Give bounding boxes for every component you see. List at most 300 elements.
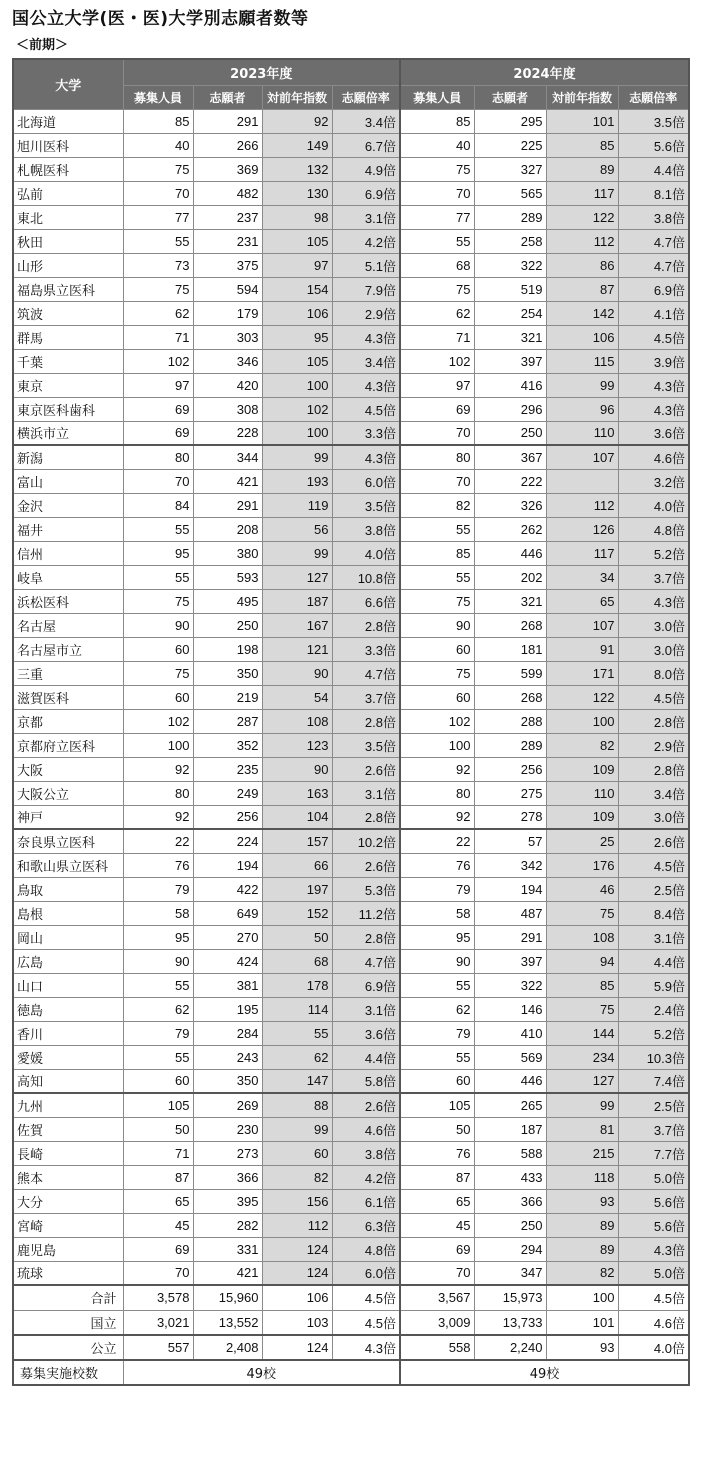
y2024-ratio-cell: 6.9倍 bbox=[618, 277, 689, 301]
y2024-yoy-index-cell: 142 bbox=[546, 301, 618, 325]
university-name: 鳥取 bbox=[13, 877, 123, 901]
university-name: 広島 bbox=[13, 949, 123, 973]
y2024-capacity-cell: 55 bbox=[400, 973, 474, 997]
y2024-yoy-index-cell: 99 bbox=[546, 373, 618, 397]
table-row bbox=[13, 109, 689, 133]
y2023-yoy-index-cell: 99 bbox=[262, 1117, 332, 1141]
y2023-applicants-cell: 291 bbox=[193, 109, 262, 133]
y2023-yoy-index-cell: 167 bbox=[262, 613, 332, 637]
y2024-ratio-cell: 4.4倍 bbox=[618, 949, 689, 973]
y2023-capacity-cell: 60 bbox=[123, 637, 193, 661]
y2023-capacity-cell: 70 bbox=[123, 469, 193, 493]
y2024-applicants-cell: 446 bbox=[474, 541, 546, 565]
y2024-ratio-cell: 7.7倍 bbox=[618, 1141, 689, 1165]
table-row bbox=[13, 733, 689, 757]
y2023-capacity-cell: 105 bbox=[123, 1093, 193, 1117]
y2023-capacity-cell: 87 bbox=[123, 1165, 193, 1189]
university-name: 愛媛 bbox=[13, 1045, 123, 1069]
university-name: 京都府立医科 bbox=[13, 733, 123, 757]
y2024-capacity-cell: 90 bbox=[400, 613, 474, 637]
y2023-capacity-cell: 62 bbox=[123, 997, 193, 1021]
y2024-applicants-cell: 446 bbox=[474, 1069, 546, 1093]
university-name: 奈良県立医科 bbox=[13, 829, 123, 853]
university-name: 滋賀医科 bbox=[13, 685, 123, 709]
y2024-yoy-index-cell: 25 bbox=[546, 829, 618, 853]
y2023-yoy-index-cell: 104 bbox=[262, 805, 332, 829]
y2024-ratio-cell: 2.6倍 bbox=[618, 829, 689, 853]
y2024-applicants-cell: 588 bbox=[474, 1141, 546, 1165]
y2023-ratio-cell: 4.7倍 bbox=[332, 949, 400, 973]
y2024-capacity-cell: 62 bbox=[400, 997, 474, 1021]
y2023-yoy-index-cell: 112 bbox=[262, 1213, 332, 1237]
y2024-yoy-index-cell: 144 bbox=[546, 1021, 618, 1045]
y2023-yoy-index-cell: 147 bbox=[262, 1069, 332, 1093]
y2024-capacity-cell: 69 bbox=[400, 1237, 474, 1261]
university-name: 金沢 bbox=[13, 493, 123, 517]
y2024-yoy-index-cell: 215 bbox=[546, 1141, 618, 1165]
y2024-capacity-cell: 55 bbox=[400, 565, 474, 589]
y2024-capacity-cell: 60 bbox=[400, 685, 474, 709]
y2024-summary-capacity-cell: 558 bbox=[400, 1335, 474, 1360]
y2023-yoy-index-cell: 127 bbox=[262, 565, 332, 589]
y2024-yoy-index-cell: 101 bbox=[546, 109, 618, 133]
university-name: 弘前 bbox=[13, 181, 123, 205]
y2023-applicants-cell: 266 bbox=[193, 133, 262, 157]
y2024-yoy-index-cell: 96 bbox=[546, 397, 618, 421]
y2024-capacity-cell: 45 bbox=[400, 1213, 474, 1237]
y2024-applicants-cell: 342 bbox=[474, 853, 546, 877]
y2024-ratio-cell: 3.7倍 bbox=[618, 565, 689, 589]
y2024-applicants-cell: 275 bbox=[474, 781, 546, 805]
y2024-ratio-cell: 5.0倍 bbox=[618, 1165, 689, 1189]
y2023-ratio-cell: 10.8倍 bbox=[332, 565, 400, 589]
table-row bbox=[13, 253, 689, 277]
y2023-ratio-cell: 3.8倍 bbox=[332, 1141, 400, 1165]
summary-row bbox=[13, 1335, 689, 1360]
y2023-ratio-cell: 7.9倍 bbox=[332, 277, 400, 301]
y2024-applicants-cell: 57 bbox=[474, 829, 546, 853]
y2023-yoy-index-cell: 50 bbox=[262, 925, 332, 949]
table-row bbox=[13, 1165, 689, 1189]
y2024-summary-ratio-cell: 4.5倍 bbox=[618, 1285, 689, 1310]
y2024-capacity-cell: 92 bbox=[400, 805, 474, 829]
university-name: 浜松医科 bbox=[13, 589, 123, 613]
table-body bbox=[13, 109, 689, 1385]
y2024-yoy-index-cell: 117 bbox=[546, 181, 618, 205]
y2024-capacity-cell: 70 bbox=[400, 1261, 474, 1285]
y2024-ratio-cell: 8.0倍 bbox=[618, 661, 689, 685]
y2023-ratio-cell: 6.3倍 bbox=[332, 1213, 400, 1237]
summary-row bbox=[13, 1285, 689, 1310]
y2023-applicants-cell: 291 bbox=[193, 493, 262, 517]
table-row bbox=[13, 349, 689, 373]
y2024-summary-applicants-cell: 15,973 bbox=[474, 1285, 546, 1310]
university-name: 秋田 bbox=[13, 229, 123, 253]
y2023-capacity-cell: 71 bbox=[123, 1141, 193, 1165]
table-row bbox=[13, 661, 689, 685]
y2023-yoy-index-cell: 106 bbox=[262, 301, 332, 325]
y2023-capacity-cell: 75 bbox=[123, 589, 193, 613]
table-row bbox=[13, 925, 689, 949]
y2024-yoy-index-cell bbox=[546, 469, 618, 493]
y2024-applicants-cell: 366 bbox=[474, 1189, 546, 1213]
y2024-capacity-cell: 79 bbox=[400, 1021, 474, 1045]
y2024-yoy-index-cell: 109 bbox=[546, 757, 618, 781]
table-row bbox=[13, 493, 689, 517]
y2024-applicants-cell: 181 bbox=[474, 637, 546, 661]
y2023-yoy-index-cell: 124 bbox=[262, 1237, 332, 1261]
y2024-yoy-index-cell: 117 bbox=[546, 541, 618, 565]
y2023-yoy-index-cell: 100 bbox=[262, 421, 332, 445]
y2023-applicants-cell: 344 bbox=[193, 445, 262, 469]
col-header-applicants: 志願者 bbox=[474, 85, 546, 109]
col-header-applicants: 志願者 bbox=[193, 85, 262, 109]
y2024-ratio-cell: 3.1倍 bbox=[618, 925, 689, 949]
y2024-summary-capacity-cell: 3,567 bbox=[400, 1285, 474, 1310]
y2023-capacity-cell: 95 bbox=[123, 541, 193, 565]
y2023-ratio-cell: 2.6倍 bbox=[332, 853, 400, 877]
y2023-ratio-cell: 3.1倍 bbox=[332, 997, 400, 1021]
y2024-capacity-cell: 60 bbox=[400, 1069, 474, 1093]
y2024-ratio-cell: 5.6倍 bbox=[618, 1213, 689, 1237]
y2024-capacity-cell: 70 bbox=[400, 181, 474, 205]
y2024-ratio-cell: 5.9倍 bbox=[618, 973, 689, 997]
y2024-applicants-cell: 296 bbox=[474, 397, 546, 421]
y2023-ratio-cell: 2.6倍 bbox=[332, 1093, 400, 1117]
y2023-applicants-cell: 208 bbox=[193, 517, 262, 541]
y2023-capacity-cell: 62 bbox=[123, 301, 193, 325]
y2023-ratio-cell: 3.1倍 bbox=[332, 781, 400, 805]
university-name: 宮崎 bbox=[13, 1213, 123, 1237]
university-name: 熊本 bbox=[13, 1165, 123, 1189]
y2023-ratio-cell: 3.3倍 bbox=[332, 637, 400, 661]
y2023-applicants-cell: 495 bbox=[193, 589, 262, 613]
y2023-ratio-cell: 5.8倍 bbox=[332, 1069, 400, 1093]
y2024-capacity-cell: 76 bbox=[400, 853, 474, 877]
y2024-ratio-cell: 3.0倍 bbox=[618, 637, 689, 661]
y2023-applicants-cell: 421 bbox=[193, 1261, 262, 1285]
y2024-applicants-cell: 347 bbox=[474, 1261, 546, 1285]
y2023-capacity-cell: 55 bbox=[123, 973, 193, 997]
y2024-ratio-cell: 5.6倍 bbox=[618, 1189, 689, 1213]
table-row bbox=[13, 157, 689, 181]
university-name: 香川 bbox=[13, 1021, 123, 1045]
university-name: 名古屋 bbox=[13, 613, 123, 637]
y2023-applicants-cell: 195 bbox=[193, 997, 262, 1021]
y2024-applicants-cell: 519 bbox=[474, 277, 546, 301]
y2024-yoy-index-cell: 106 bbox=[546, 325, 618, 349]
y2023-ratio-cell: 2.9倍 bbox=[332, 301, 400, 325]
y2024-capacity-cell: 80 bbox=[400, 445, 474, 469]
y2023-capacity-cell: 45 bbox=[123, 1213, 193, 1237]
y2023-capacity-cell: 22 bbox=[123, 829, 193, 853]
y2024-summary-applicants-cell: 13,733 bbox=[474, 1310, 546, 1335]
y2023-capacity-cell: 79 bbox=[123, 877, 193, 901]
y2023-ratio-cell: 2.8倍 bbox=[332, 805, 400, 829]
y2023-applicants-cell: 352 bbox=[193, 733, 262, 757]
university-name: 長崎 bbox=[13, 1141, 123, 1165]
y2024-yoy-index-cell: 86 bbox=[546, 253, 618, 277]
y2024-ratio-cell: 4.3倍 bbox=[618, 1237, 689, 1261]
y2024-ratio-cell: 4.5倍 bbox=[618, 853, 689, 877]
y2023-ratio-cell: 2.6倍 bbox=[332, 757, 400, 781]
y2023-yoy-index-cell: 108 bbox=[262, 709, 332, 733]
y2024-capacity-cell: 62 bbox=[400, 301, 474, 325]
y2023-ratio-cell: 4.3倍 bbox=[332, 373, 400, 397]
y2024-yoy-index-cell: 112 bbox=[546, 493, 618, 517]
y2024-ratio-cell: 4.4倍 bbox=[618, 157, 689, 181]
y2024-applicants-cell: 326 bbox=[474, 493, 546, 517]
university-name: 信州 bbox=[13, 541, 123, 565]
y2023-yoy-index-cell: 130 bbox=[262, 181, 332, 205]
y2024-yoy-index-cell: 171 bbox=[546, 661, 618, 685]
y2024-applicants-cell: 265 bbox=[474, 1093, 546, 1117]
table-row bbox=[13, 1045, 689, 1069]
y2024-ratio-cell: 4.0倍 bbox=[618, 493, 689, 517]
table-row bbox=[13, 613, 689, 637]
y2023-ratio-cell: 6.7倍 bbox=[332, 133, 400, 157]
table-row bbox=[13, 301, 689, 325]
table-row bbox=[13, 205, 689, 229]
y2024-yoy-index-cell: 118 bbox=[546, 1165, 618, 1189]
university-name: 東京医科歯科 bbox=[13, 397, 123, 421]
y2024-ratio-cell: 2.5倍 bbox=[618, 877, 689, 901]
y2024-ratio-cell: 4.5倍 bbox=[618, 685, 689, 709]
y2024-ratio-cell: 2.8倍 bbox=[618, 709, 689, 733]
table-row bbox=[13, 229, 689, 253]
y2024-applicants-cell: 321 bbox=[474, 325, 546, 349]
y2023-yoy-index-cell: 197 bbox=[262, 877, 332, 901]
y2024-applicants-cell: 289 bbox=[474, 205, 546, 229]
col-header-yoy-index: 対前年指数 bbox=[262, 85, 332, 109]
y2024-ratio-cell: 4.7倍 bbox=[618, 229, 689, 253]
y2024-yoy-index-cell: 234 bbox=[546, 1045, 618, 1069]
y2023-capacity-cell: 85 bbox=[123, 109, 193, 133]
y2023-summary-yoy-index-cell: 106 bbox=[262, 1285, 332, 1310]
y2023-applicants-cell: 269 bbox=[193, 1093, 262, 1117]
y2024-capacity-cell: 68 bbox=[400, 253, 474, 277]
y2024-yoy-index-cell: 107 bbox=[546, 445, 618, 469]
university-name: 富山 bbox=[13, 469, 123, 493]
y2023-capacity-cell: 55 bbox=[123, 1045, 193, 1069]
y2024-applicants-cell: 146 bbox=[474, 997, 546, 1021]
y2023-capacity-cell: 71 bbox=[123, 325, 193, 349]
y2023-capacity-cell: 69 bbox=[123, 397, 193, 421]
y2024-yoy-index-cell: 127 bbox=[546, 1069, 618, 1093]
y2024-applicants-cell: 289 bbox=[474, 733, 546, 757]
y2023-applicants-cell: 308 bbox=[193, 397, 262, 421]
section-subtitle: ＜前期＞ bbox=[16, 38, 69, 53]
y2023-applicants-cell: 237 bbox=[193, 205, 262, 229]
table-row bbox=[13, 949, 689, 973]
y2023-yoy-index-cell: 90 bbox=[262, 661, 332, 685]
y2024-summary-capacity-cell: 3,009 bbox=[400, 1310, 474, 1335]
y2024-capacity-cell: 75 bbox=[400, 277, 474, 301]
y2024-ratio-cell: 4.3倍 bbox=[618, 589, 689, 613]
y2024-applicants-cell: 294 bbox=[474, 1237, 546, 1261]
y2023-applicants-cell: 350 bbox=[193, 1069, 262, 1093]
university-name: 東北 bbox=[13, 205, 123, 229]
y2023-yoy-index-cell: 119 bbox=[262, 493, 332, 517]
table-row bbox=[13, 1117, 689, 1141]
table-row bbox=[13, 1261, 689, 1285]
y2024-ratio-cell: 3.4倍 bbox=[618, 781, 689, 805]
y2024-capacity-cell: 55 bbox=[400, 1045, 474, 1069]
y2024-capacity-cell: 22 bbox=[400, 829, 474, 853]
y2024-capacity-cell: 87 bbox=[400, 1165, 474, 1189]
y2024-capacity-cell: 77 bbox=[400, 205, 474, 229]
y2023-applicants-cell: 303 bbox=[193, 325, 262, 349]
y2024-applicants-cell: 254 bbox=[474, 301, 546, 325]
university-name: 琉球 bbox=[13, 1261, 123, 1285]
y2023-ratio-cell: 4.5倍 bbox=[332, 397, 400, 421]
y2023-ratio-cell: 3.3倍 bbox=[332, 421, 400, 445]
y2023-capacity-cell: 55 bbox=[123, 229, 193, 253]
y2023-capacity-cell: 55 bbox=[123, 517, 193, 541]
table-row bbox=[13, 277, 689, 301]
y2023-yoy-index-cell: 98 bbox=[262, 205, 332, 229]
university-name: 鹿児島 bbox=[13, 1237, 123, 1261]
y2024-ratio-cell: 3.8倍 bbox=[618, 205, 689, 229]
y2023-ratio-cell: 3.7倍 bbox=[332, 685, 400, 709]
y2023-yoy-index-cell: 154 bbox=[262, 277, 332, 301]
y2024-ratio-cell: 2.4倍 bbox=[618, 997, 689, 1021]
y2024-capacity-cell: 65 bbox=[400, 1189, 474, 1213]
y2023-applicants-cell: 273 bbox=[193, 1141, 262, 1165]
table-row bbox=[13, 901, 689, 925]
y2023-applicants-cell: 284 bbox=[193, 1021, 262, 1045]
university-name: 群馬 bbox=[13, 325, 123, 349]
y2023-yoy-index-cell: 152 bbox=[262, 901, 332, 925]
y2024-summary-yoy-index-cell: 101 bbox=[546, 1310, 618, 1335]
y2023-ratio-cell: 3.8倍 bbox=[332, 517, 400, 541]
y2024-ratio-cell: 5.2倍 bbox=[618, 541, 689, 565]
y2023-ratio-cell: 4.7倍 bbox=[332, 661, 400, 685]
y2024-ratio-cell: 3.5倍 bbox=[618, 109, 689, 133]
y2023-applicants-cell: 350 bbox=[193, 661, 262, 685]
y2024-yoy-index-cell: 89 bbox=[546, 1213, 618, 1237]
table-row bbox=[13, 421, 689, 445]
y2023-ratio-cell: 4.9倍 bbox=[332, 157, 400, 181]
y2023-capacity-cell: 75 bbox=[123, 157, 193, 181]
y2023-ratio-cell: 3.1倍 bbox=[332, 205, 400, 229]
y2024-applicants-cell: 295 bbox=[474, 109, 546, 133]
y2024-yoy-index-cell: 89 bbox=[546, 1237, 618, 1261]
y2024-capacity-cell: 105 bbox=[400, 1093, 474, 1117]
university-name: 佐賀 bbox=[13, 1117, 123, 1141]
y2023-capacity-cell: 100 bbox=[123, 733, 193, 757]
y2024-summary-yoy-index-cell: 93 bbox=[546, 1335, 618, 1360]
y2024-yoy-index-cell: 108 bbox=[546, 925, 618, 949]
y2023-summary-yoy-index-cell: 103 bbox=[262, 1310, 332, 1335]
university-name: 福島県立医科 bbox=[13, 277, 123, 301]
y2023-capacity-cell: 40 bbox=[123, 133, 193, 157]
col-header-capacity: 募集人員 bbox=[123, 85, 193, 109]
y2023-capacity-cell: 80 bbox=[123, 781, 193, 805]
y2023-yoy-index-cell: 99 bbox=[262, 445, 332, 469]
y2024-ratio-cell: 4.3倍 bbox=[618, 373, 689, 397]
y2023-applicants-cell: 593 bbox=[193, 565, 262, 589]
y2024-ratio-cell: 4.8倍 bbox=[618, 517, 689, 541]
y2023-yoy-index-cell: 92 bbox=[262, 109, 332, 133]
table-row bbox=[13, 1189, 689, 1213]
table-row bbox=[13, 781, 689, 805]
y2024-yoy-index-cell: 65 bbox=[546, 589, 618, 613]
y2023-yoy-index-cell: 102 bbox=[262, 397, 332, 421]
y2023-applicants-cell: 331 bbox=[193, 1237, 262, 1261]
table-row bbox=[13, 997, 689, 1021]
y2024-summary-applicants-cell: 2,240 bbox=[474, 1335, 546, 1360]
university-name: 三重 bbox=[13, 661, 123, 685]
y2023-capacity-cell: 95 bbox=[123, 925, 193, 949]
y2023-summary-ratio-cell: 4.5倍 bbox=[332, 1310, 400, 1335]
y2023-applicants-cell: 375 bbox=[193, 253, 262, 277]
y2024-ratio-cell: 5.0倍 bbox=[618, 1261, 689, 1285]
y2023-applicants-cell: 198 bbox=[193, 637, 262, 661]
y2024-capacity-cell: 75 bbox=[400, 589, 474, 613]
table-row bbox=[13, 637, 689, 661]
y2023-applicants-cell: 594 bbox=[193, 277, 262, 301]
y2023-yoy-index-cell: 82 bbox=[262, 1165, 332, 1189]
y2023-capacity-cell: 84 bbox=[123, 493, 193, 517]
y2023-capacity-cell: 102 bbox=[123, 349, 193, 373]
y2023-ratio-cell: 6.0倍 bbox=[332, 469, 400, 493]
y2023-yoy-index-cell: 56 bbox=[262, 517, 332, 541]
y2023-summary-ratio-cell: 4.5倍 bbox=[332, 1285, 400, 1310]
y2024-ratio-cell: 4.3倍 bbox=[618, 397, 689, 421]
y2024-ratio-cell: 10.3倍 bbox=[618, 1045, 689, 1069]
col-header-capacity: 募集人員 bbox=[400, 85, 474, 109]
schools-count-2023: 49校 bbox=[123, 1360, 400, 1385]
table-row bbox=[13, 469, 689, 493]
y2024-capacity-cell: 95 bbox=[400, 925, 474, 949]
y2023-capacity-cell: 69 bbox=[123, 421, 193, 445]
university-name: 和歌山県立医科 bbox=[13, 853, 123, 877]
y2024-capacity-cell: 50 bbox=[400, 1117, 474, 1141]
y2023-yoy-index-cell: 99 bbox=[262, 541, 332, 565]
y2023-capacity-cell: 70 bbox=[123, 181, 193, 205]
y2023-ratio-cell: 6.9倍 bbox=[332, 181, 400, 205]
y2024-capacity-cell: 55 bbox=[400, 229, 474, 253]
y2023-capacity-cell: 80 bbox=[123, 445, 193, 469]
y2023-capacity-cell: 58 bbox=[123, 901, 193, 925]
y2023-yoy-index-cell: 100 bbox=[262, 373, 332, 397]
y2024-capacity-cell: 55 bbox=[400, 517, 474, 541]
y2023-applicants-cell: 421 bbox=[193, 469, 262, 493]
university-name: 筑波 bbox=[13, 301, 123, 325]
y2024-applicants-cell: 268 bbox=[474, 685, 546, 709]
table-row bbox=[13, 973, 689, 997]
y2023-capacity-cell: 90 bbox=[123, 613, 193, 637]
y2023-capacity-cell: 69 bbox=[123, 1237, 193, 1261]
y2024-yoy-index-cell: 87 bbox=[546, 277, 618, 301]
y2024-ratio-cell: 2.9倍 bbox=[618, 733, 689, 757]
y2024-applicants-cell: 416 bbox=[474, 373, 546, 397]
y2024-applicants-cell: 225 bbox=[474, 133, 546, 157]
university-name: 大阪 bbox=[13, 757, 123, 781]
table-row bbox=[13, 805, 689, 829]
y2024-capacity-cell: 102 bbox=[400, 349, 474, 373]
y2024-capacity-cell: 70 bbox=[400, 421, 474, 445]
y2024-yoy-index-cell: 82 bbox=[546, 733, 618, 757]
y2023-applicants-cell: 287 bbox=[193, 709, 262, 733]
y2024-applicants-cell: 367 bbox=[474, 445, 546, 469]
year-header-2023: 2023年度 bbox=[123, 59, 400, 85]
col-header-ratio: 志願倍率 bbox=[618, 85, 689, 109]
summary-label: 公立 bbox=[13, 1335, 123, 1360]
y2024-applicants-cell: 397 bbox=[474, 949, 546, 973]
university-name: 東京 bbox=[13, 373, 123, 397]
